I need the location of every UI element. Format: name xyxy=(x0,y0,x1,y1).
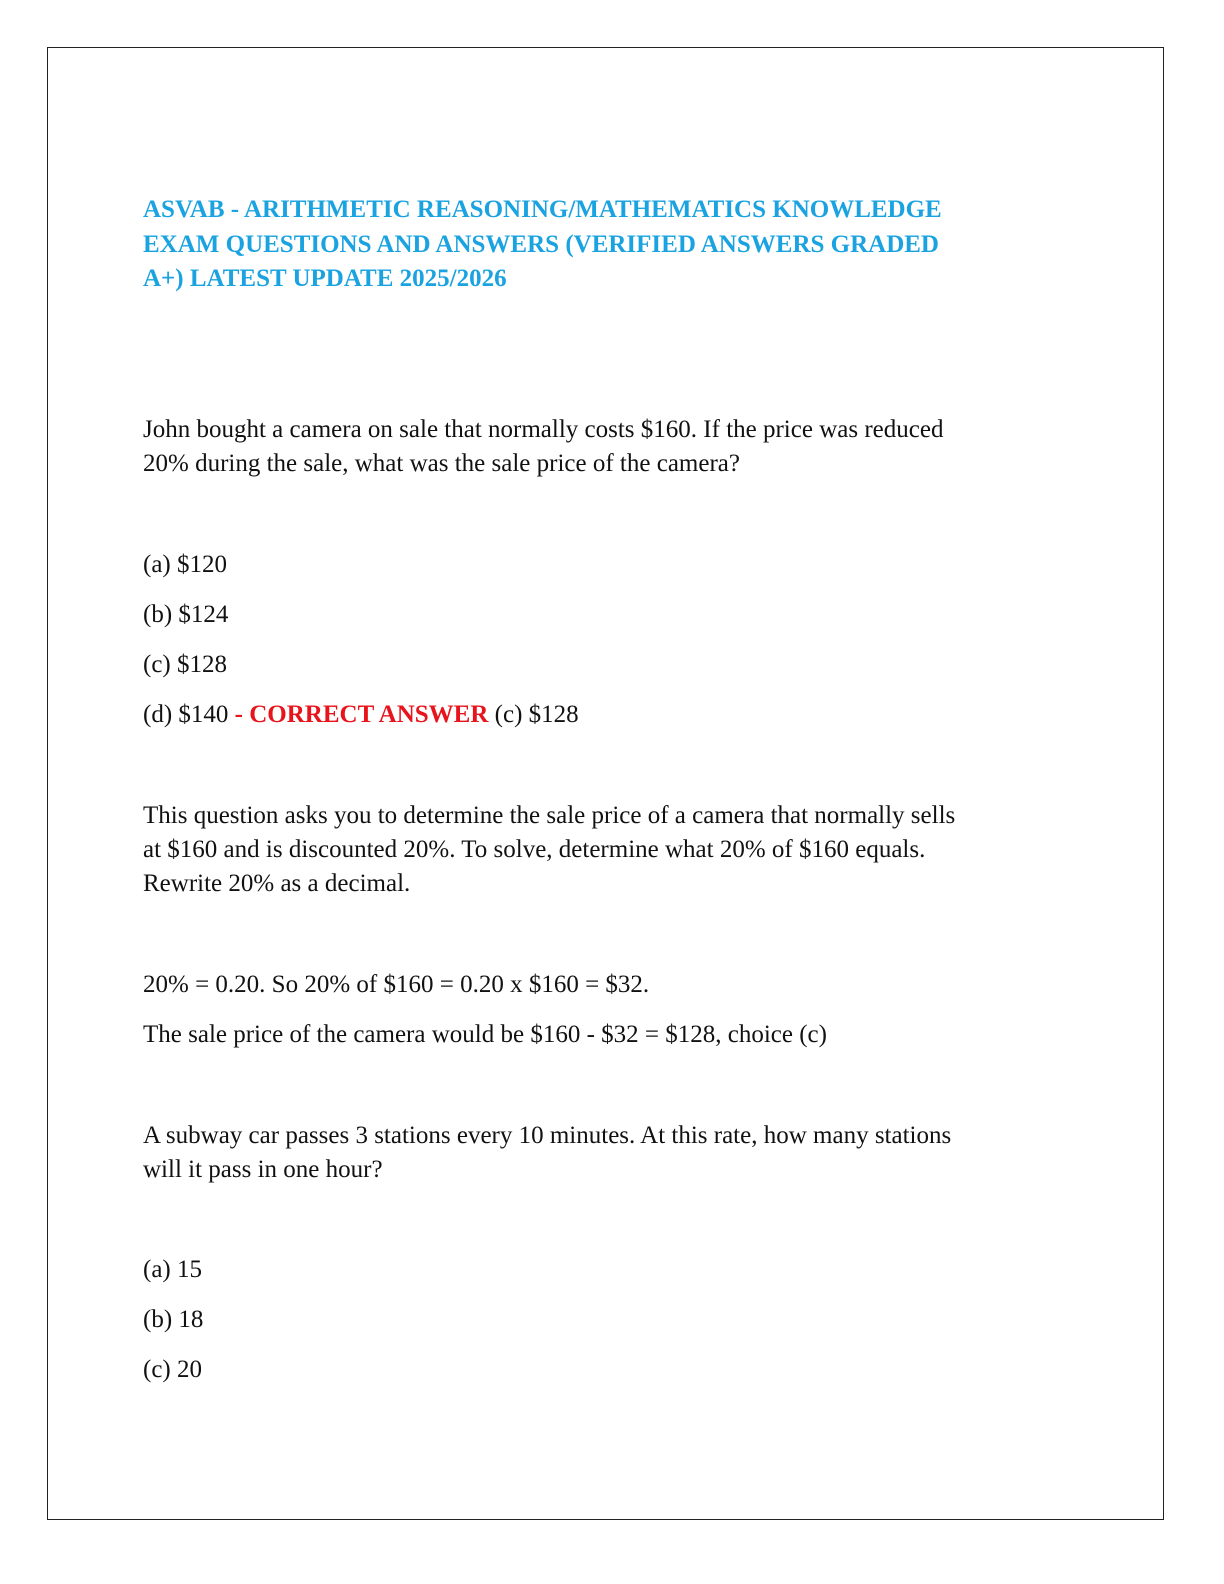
q2-option-b: (b) 18 xyxy=(143,1306,204,1333)
q2-question-line: A subway car passes 3 stations every 10 minutes. At this rate, how many stations xyxy=(143,1122,952,1149)
q1-work-line: The sale price of the camera would be $160 - $32 = $128, choice (c) xyxy=(143,1021,827,1048)
q1-option-d: (d) $140 xyxy=(143,701,229,728)
q1-question-line: 20% during the sale, what was the sale price of the camera? xyxy=(143,450,740,477)
q1-option-d-with-answer xyxy=(143,698,579,732)
title-line: A+) LATEST UPDATE 2025/2026 xyxy=(143,265,507,292)
q1-option-a: (a) $120 xyxy=(143,551,227,578)
correct-answer-value: (c) $128 xyxy=(494,701,579,728)
q1-explanation-line: Rewrite 20% as a decimal. xyxy=(143,870,411,897)
q2-option-a: (a) 15 xyxy=(143,1256,202,1283)
q2-option-c: (c) 20 xyxy=(143,1356,202,1383)
correct-answer-label: - CORRECT ANSWER xyxy=(234,701,489,728)
q1-explanation-line: This question asks you to determine the sale price of a camera that normally sells xyxy=(143,802,956,829)
q1-explanation-line: at $160 and is discounted 20%. To solve, determine what 20% of $160 equals. xyxy=(143,836,926,863)
document-title xyxy=(143,193,1053,297)
q1-option-b: (b) $124 xyxy=(143,601,229,628)
q1-option-c: (c) $128 xyxy=(143,651,227,678)
title-line: ASVAB - ARITHMETIC REASONING/MATHEMATICS KNOWLEDGE xyxy=(143,196,942,223)
q1-question-line: John bought a camera on sale that normally costs $160. If the price was reduced xyxy=(143,416,944,443)
q1-work-line: 20% = 0.20. So 20% of $160 = 0.20 x $160 = $32. xyxy=(143,971,650,998)
title-line: EXAM QUESTIONS AND ANSWERS (VERIFIED ANSWERS GRADED xyxy=(143,230,939,258)
q2-question-line: will it pass in one hour? xyxy=(143,1156,383,1183)
